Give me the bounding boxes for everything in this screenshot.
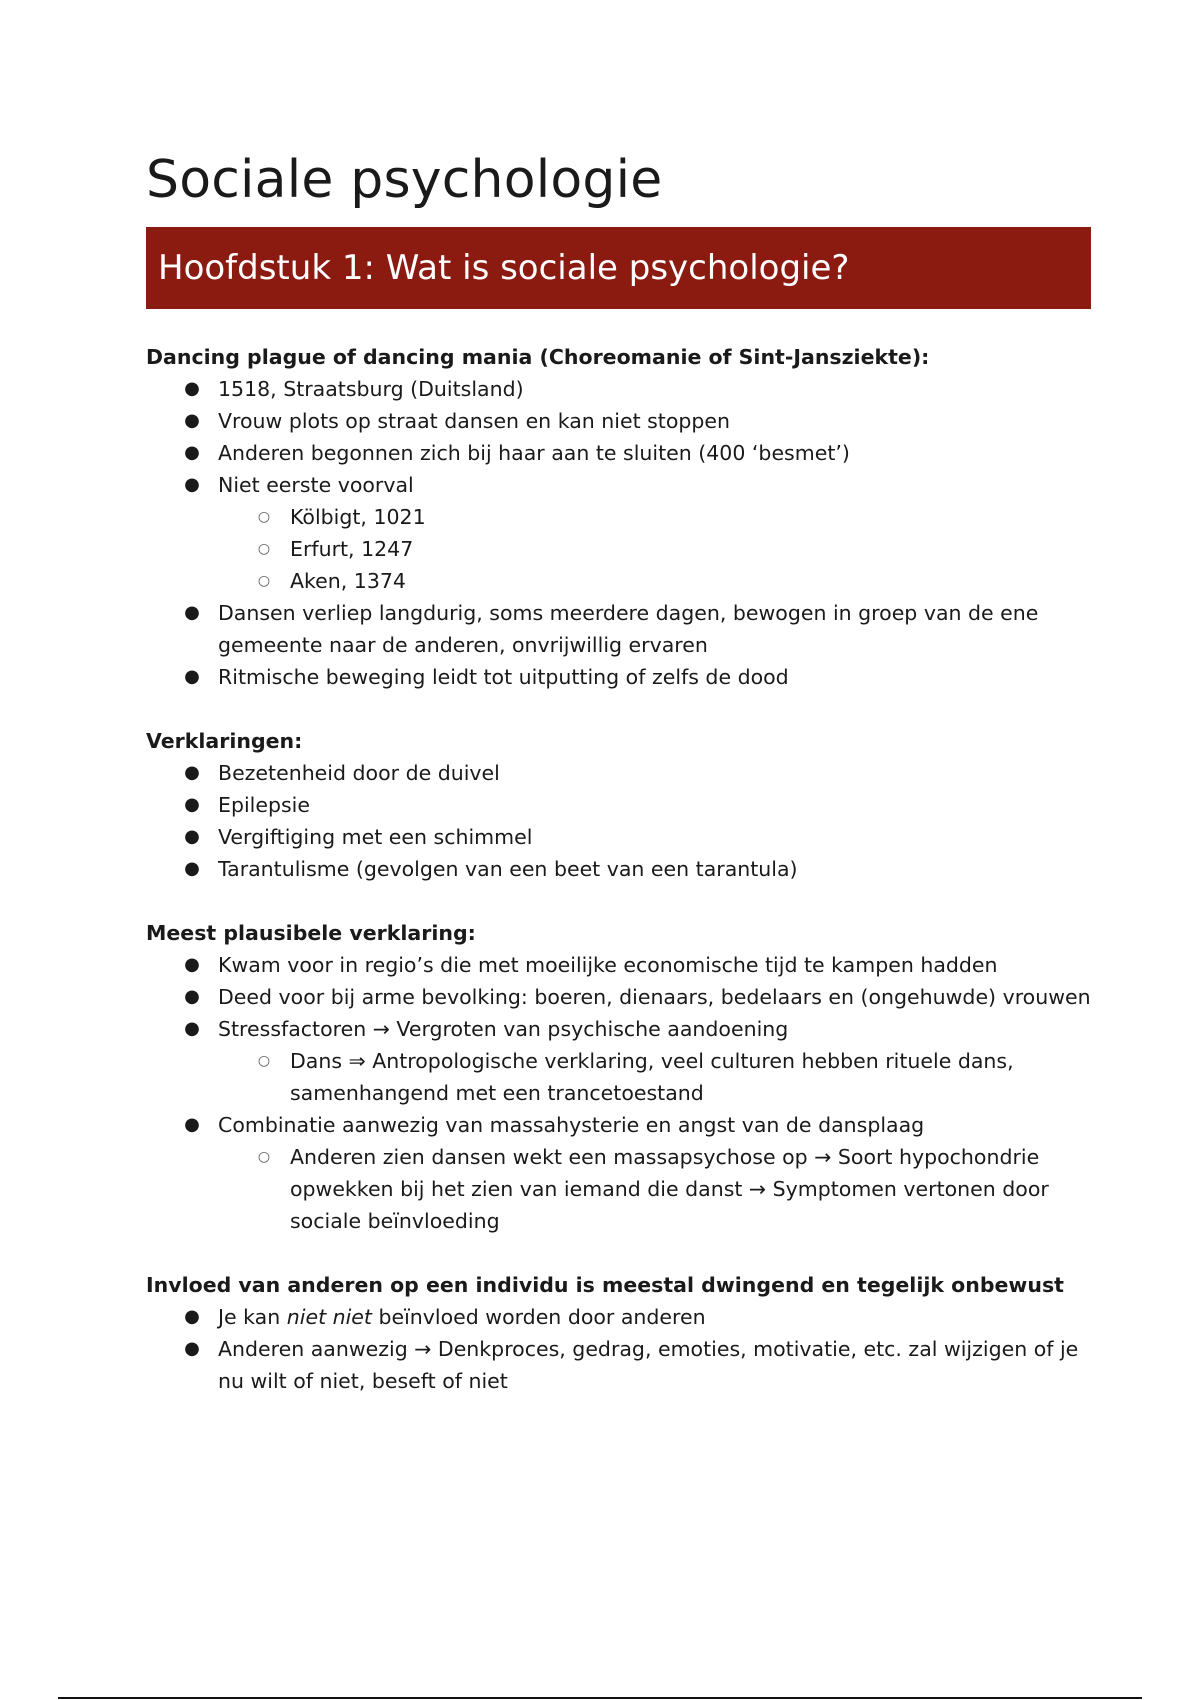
sub-bullet-list xyxy=(146,501,1091,597)
bullet-icon: ● xyxy=(184,1338,200,1359)
sub-bullet-list xyxy=(146,1045,1091,1109)
bullet-list xyxy=(146,949,1091,1237)
hollow-bullet-icon: ○ xyxy=(257,573,271,589)
list-item: ● Combinatie aanwezig van massahysterie en angst van de dansplaag ○ Anderen zien dansen wekt een massapsychose op → Soort hypochondrie opwekken bij het zien van iemand die danst → Symptomen vertonen door sociale beïnvloeding xyxy=(146,1109,1091,1237)
bullet-icon: ● xyxy=(184,1018,200,1039)
hollow-bullet-icon: ○ xyxy=(257,541,271,557)
bullet-icon: ● xyxy=(184,474,200,495)
section-heading: Dancing plague of dancing mania (Choreomanie of Sint-Jansziekte): xyxy=(146,345,930,369)
bullet-icon: ● xyxy=(184,1306,200,1327)
sub-list-item: ○ Anderen zien dansen wekt een massapsychose op → Soort hypochondrie opwekken bij het zien van iemand die danst → Symptomen vertonen door sociale beïnvloeding xyxy=(218,1141,1091,1237)
bullet-icon: ● xyxy=(184,954,200,975)
list-item: ● Tarantulisme (gevolgen van een beet van een tarantula) xyxy=(146,853,1091,885)
bullet-icon: ● xyxy=(184,762,200,783)
bullet-list xyxy=(146,757,1091,885)
bullet-icon: ● xyxy=(184,602,200,623)
hollow-bullet-icon: ○ xyxy=(257,1149,271,1165)
bullet-icon: ● xyxy=(184,1114,200,1135)
list-item: ● Dansen verliep langdurig, soms meerdere dagen, bewogen in groep van de ene gemeente naar de anderen, onvrijwillig ervaren xyxy=(146,597,1091,661)
document-page xyxy=(146,150,1091,1397)
bullet-list xyxy=(146,1301,1091,1397)
list-item: ● Epilepsie xyxy=(146,789,1091,821)
section-meest-plausibele-verklaring xyxy=(146,917,1091,1237)
list-item: ● Niet eerste voorval ○ Kölbigt, 1021 ○ Erfurt, 1247 ○ Aken, 1374 xyxy=(146,469,1091,597)
section-dancing-plague xyxy=(146,341,1091,693)
bullet-icon: ● xyxy=(184,858,200,879)
emphasis-text: niet niet xyxy=(286,1305,372,1329)
section-invloed-van-anderen xyxy=(146,1269,1091,1397)
hollow-bullet-icon: ○ xyxy=(257,509,271,525)
bullet-icon: ● xyxy=(184,410,200,431)
sub-list-item: ○ Aken, 1374 xyxy=(218,565,1091,597)
list-item: ● Vergiftiging met een schimmel xyxy=(146,821,1091,853)
list-item: ● Vrouw plots op straat dansen en kan niet stoppen xyxy=(146,405,1091,437)
section-heading: Verklaringen: xyxy=(146,729,303,753)
sub-bullet-list xyxy=(146,1141,1091,1237)
list-item: ● Anderen begonnen zich bij haar aan te sluiten (400 ‘besmet’) xyxy=(146,437,1091,469)
footer-divider xyxy=(58,1697,1142,1699)
list-item: ● Anderen aanwezig → Denkproces, gedrag, emoties, motivatie, etc. zal wijzigen of je nu wilt of niet, beseft of niet xyxy=(146,1333,1091,1397)
list-item: ● Deed voor bij arme bevolking: boeren, dienaars, bedelaars en (ongehuwde) vrouwen xyxy=(146,981,1091,1013)
hollow-bullet-icon: ○ xyxy=(257,1053,271,1069)
section-heading: Meest plausibele verklaring: xyxy=(146,921,476,945)
sub-list-item: ○ Dans ⇒ Antropologische verklaring, veel culturen hebben rituele dans, samenhangend met een trancetoestand xyxy=(218,1045,1091,1109)
section-heading: Invloed van anderen op een individu is meestal dwingend en tegelijk onbewust xyxy=(146,1273,1064,1297)
bullet-icon: ● xyxy=(184,442,200,463)
list-item: ● Stressfactoren → Vergroten van psychische aandoening ○ Dans ⇒ Antropologische verklaring, veel culturen hebben rituele dans, samenhangend met een trancetoestand xyxy=(146,1013,1091,1109)
bullet-icon: ● xyxy=(184,794,200,815)
page-title: Sociale psychologie xyxy=(146,150,663,210)
list-item: ● Bezetenheid door de duivel xyxy=(146,757,1091,789)
bullet-icon: ● xyxy=(184,378,200,399)
sub-list-item: ○ Kölbigt, 1021 xyxy=(218,501,1091,533)
bullet-icon: ● xyxy=(184,986,200,1007)
bullet-icon: ● xyxy=(184,826,200,847)
chapter-heading: Hoofdstuk 1: Wat is sociale psychologie? xyxy=(146,227,1091,309)
sub-list-item: ○ Erfurt, 1247 xyxy=(218,533,1091,565)
bullet-icon: ● xyxy=(184,666,200,687)
list-item: ● Ritmische beweging leidt tot uitputting of zelfs de dood xyxy=(146,661,1091,693)
section-verklaringen xyxy=(146,725,1091,885)
bullet-list xyxy=(146,373,1091,693)
list-item: ● 1518, Straatsburg (Duitsland) xyxy=(146,373,1091,405)
list-item: ● Kwam voor in regio’s die met moeilijke economische tijd te kampen hadden xyxy=(146,949,1091,981)
list-item: ● Je kan niet niet beïnvloed worden door anderen xyxy=(146,1301,1091,1333)
